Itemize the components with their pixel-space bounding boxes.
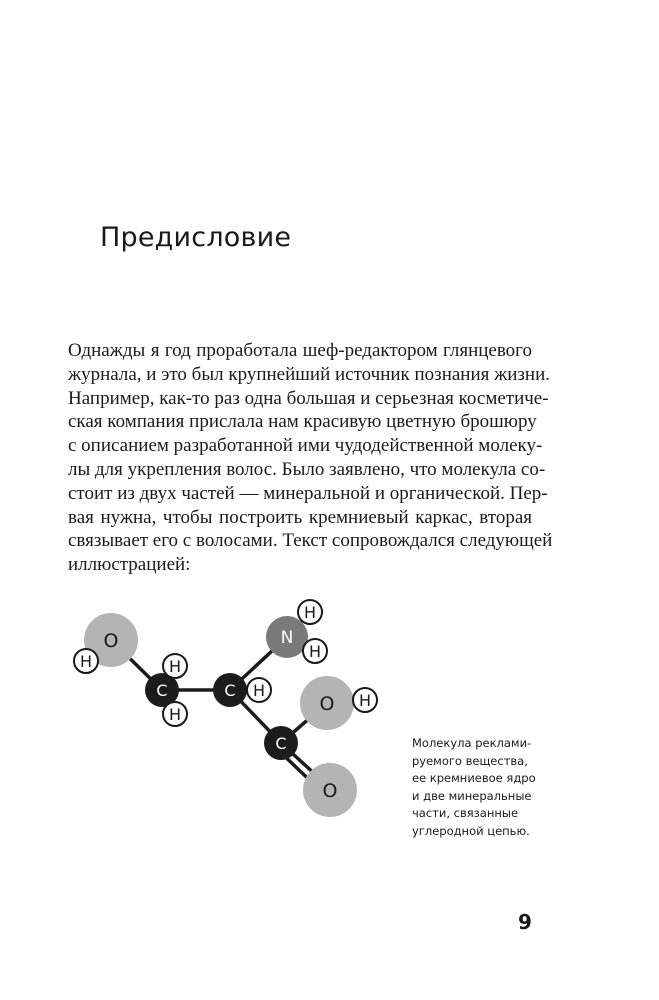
molecule-illustration	[60, 590, 400, 830]
atom-n	[266, 616, 308, 658]
atom-label: H	[168, 657, 182, 676]
body-line: лы для укрепления волос. Было заявлено, что молекула со-	[68, 458, 546, 480]
figure-caption	[412, 735, 542, 841]
caption-line: Молекула реклами-	[412, 736, 532, 750]
body-line: ская компания прислала нам красивую цветную брошюру	[68, 411, 537, 433]
molecule-bonds	[111, 637, 330, 792]
atom-label: H	[79, 652, 93, 671]
atom-label: C	[275, 734, 287, 753]
body-line: стоит из двух частей — минеральной и органической. Пер-	[68, 482, 548, 504]
body-line: вая нужна, чтобы построить кремниевый каркас, вторая	[68, 506, 532, 528]
atom-h-c1-bottom	[163, 702, 187, 726]
body-line: связывает его с волосами. Текст сопровождался следующей	[68, 530, 553, 552]
page-number: 9	[518, 910, 532, 934]
atom-h-o2	[353, 688, 377, 712]
atom-label: C	[224, 681, 236, 700]
atom-h-c1-top	[163, 654, 187, 678]
atom-label: H	[303, 603, 317, 622]
body-paragraph	[68, 339, 553, 577]
atom-h-o1	[74, 649, 98, 673]
caption-line: ее кремниевое ядро	[412, 771, 536, 786]
atom-label: H	[168, 705, 182, 724]
atom-h-n-bottom	[303, 639, 327, 663]
caption-line: углеродной цепью.	[412, 823, 530, 838]
atom-label: H	[308, 642, 322, 661]
atom-h-c2	[247, 678, 271, 702]
atom-h-n-top	[298, 600, 322, 624]
atom-label: C	[156, 681, 168, 700]
atom-label: O	[319, 693, 335, 715]
body-line: Однажды я год проработала шеф-редактором глянцевого	[68, 340, 532, 361]
caption-line: руемого вещества,	[412, 753, 528, 768]
body-line: журнала, и это был крупнейший источник познания жизни.	[68, 363, 551, 385]
body-line: с описанием разработанной ими чудодейственной молеку-	[68, 435, 543, 457]
atom-o3	[303, 763, 357, 817]
caption-line: части, связанные	[412, 806, 519, 821]
atom-label: O	[103, 630, 119, 652]
atom-label: H	[252, 681, 266, 700]
atom-c3	[264, 726, 298, 760]
atom-o2	[300, 676, 354, 730]
atom-c2	[213, 673, 247, 707]
atom-label: H	[358, 691, 372, 710]
caption-line: и две минеральные	[412, 788, 532, 803]
body-line: иллюстрацией:	[68, 554, 191, 576]
chapter-heading: Предисловие	[100, 222, 292, 253]
atom-label: O	[322, 780, 338, 802]
atom-label: N	[280, 628, 294, 648]
body-line: Например, как-то раз одна большая и серьезная косметиче-	[68, 387, 549, 409]
